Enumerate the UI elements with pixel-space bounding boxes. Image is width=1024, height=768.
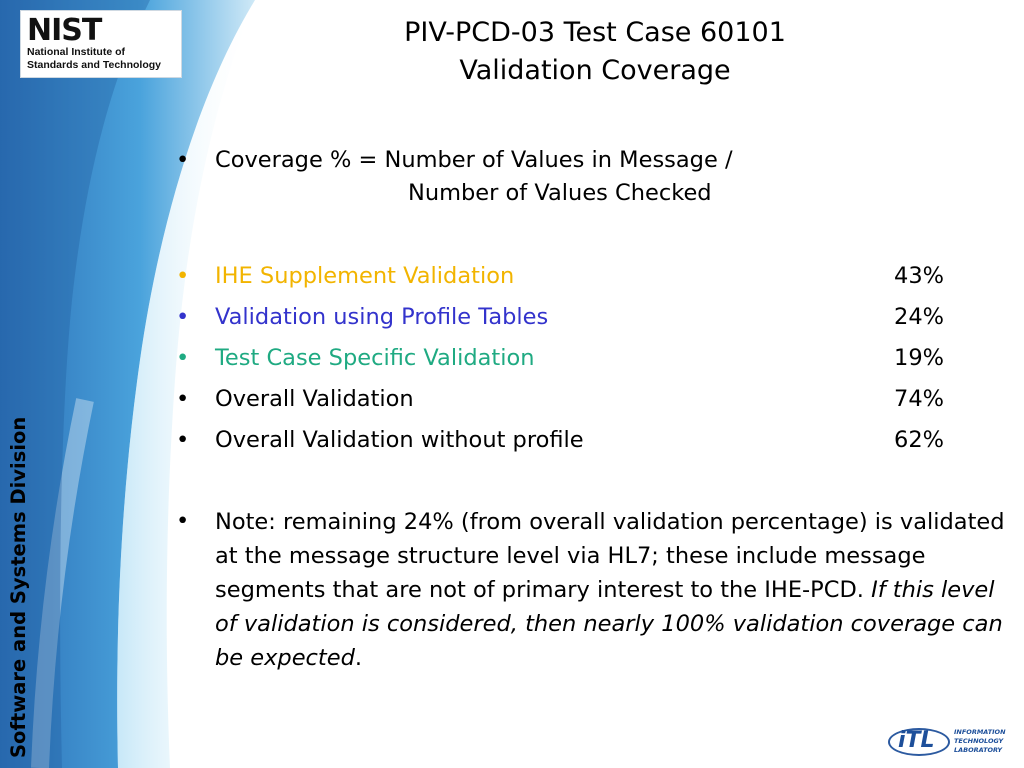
itl-words [954, 728, 1006, 755]
itl-word: INFORMATION [954, 728, 1006, 736]
nist-logo [20, 10, 182, 78]
itl-word: LABORATORY [954, 746, 1003, 754]
bullet: • [176, 147, 190, 173]
itl-mark: iTL [898, 728, 935, 753]
title-line2: Validation Coverage [459, 55, 731, 86]
bullet: • [176, 304, 190, 330]
metric-value: 74% [894, 386, 945, 412]
metric-value: 24% [894, 304, 945, 330]
metric-label: IHE Supplement Validation [215, 263, 515, 289]
itl-word: TECHNOLOGY [954, 737, 1004, 745]
note-italic-text: If this level of validation is considered, then nearly 100% validation coverage can be expected [215, 577, 1003, 671]
bullet: • [176, 263, 190, 289]
note-text: Note: remaining 24% (from overall validation percentage) is validated at the message structure level via HL7; these include message segments that are not of primary interest to the IHE-PCD. [215, 509, 1005, 603]
metric-value: 43% [894, 263, 945, 289]
division-side-label [5, 390, 35, 758]
bullet: • [176, 386, 190, 412]
metric-label: Validation using Profile Tables [215, 304, 549, 330]
metric-value: 62% [894, 427, 945, 453]
bullet: • [176, 427, 190, 453]
metric-label: Test Case Specific Validation [215, 345, 535, 371]
division-label-text: Software and Systems Division [7, 416, 30, 758]
slide-title [290, 14, 900, 90]
metric-value: 19% [894, 345, 945, 371]
nist-name-line2: Standards and Technology [27, 59, 161, 71]
note-end: . [354, 645, 363, 671]
note-paragraph [215, 505, 1005, 675]
title-line1: PIV-PCD-03 Test Case 60101 [404, 17, 786, 48]
definition-line1: Coverage % = Number of Values in Message / [215, 147, 733, 173]
bullet: • [176, 345, 190, 371]
nist-mark: NIST [27, 13, 102, 48]
metric-label: Overall Validation [215, 386, 414, 412]
definition-line2: Number of Values Checked [408, 180, 712, 206]
itl-logo [886, 724, 1016, 760]
bullet: • [176, 508, 190, 534]
nist-name-line1: National Institute of [27, 46, 125, 58]
metric-label: Overall Validation without profile [215, 427, 584, 453]
